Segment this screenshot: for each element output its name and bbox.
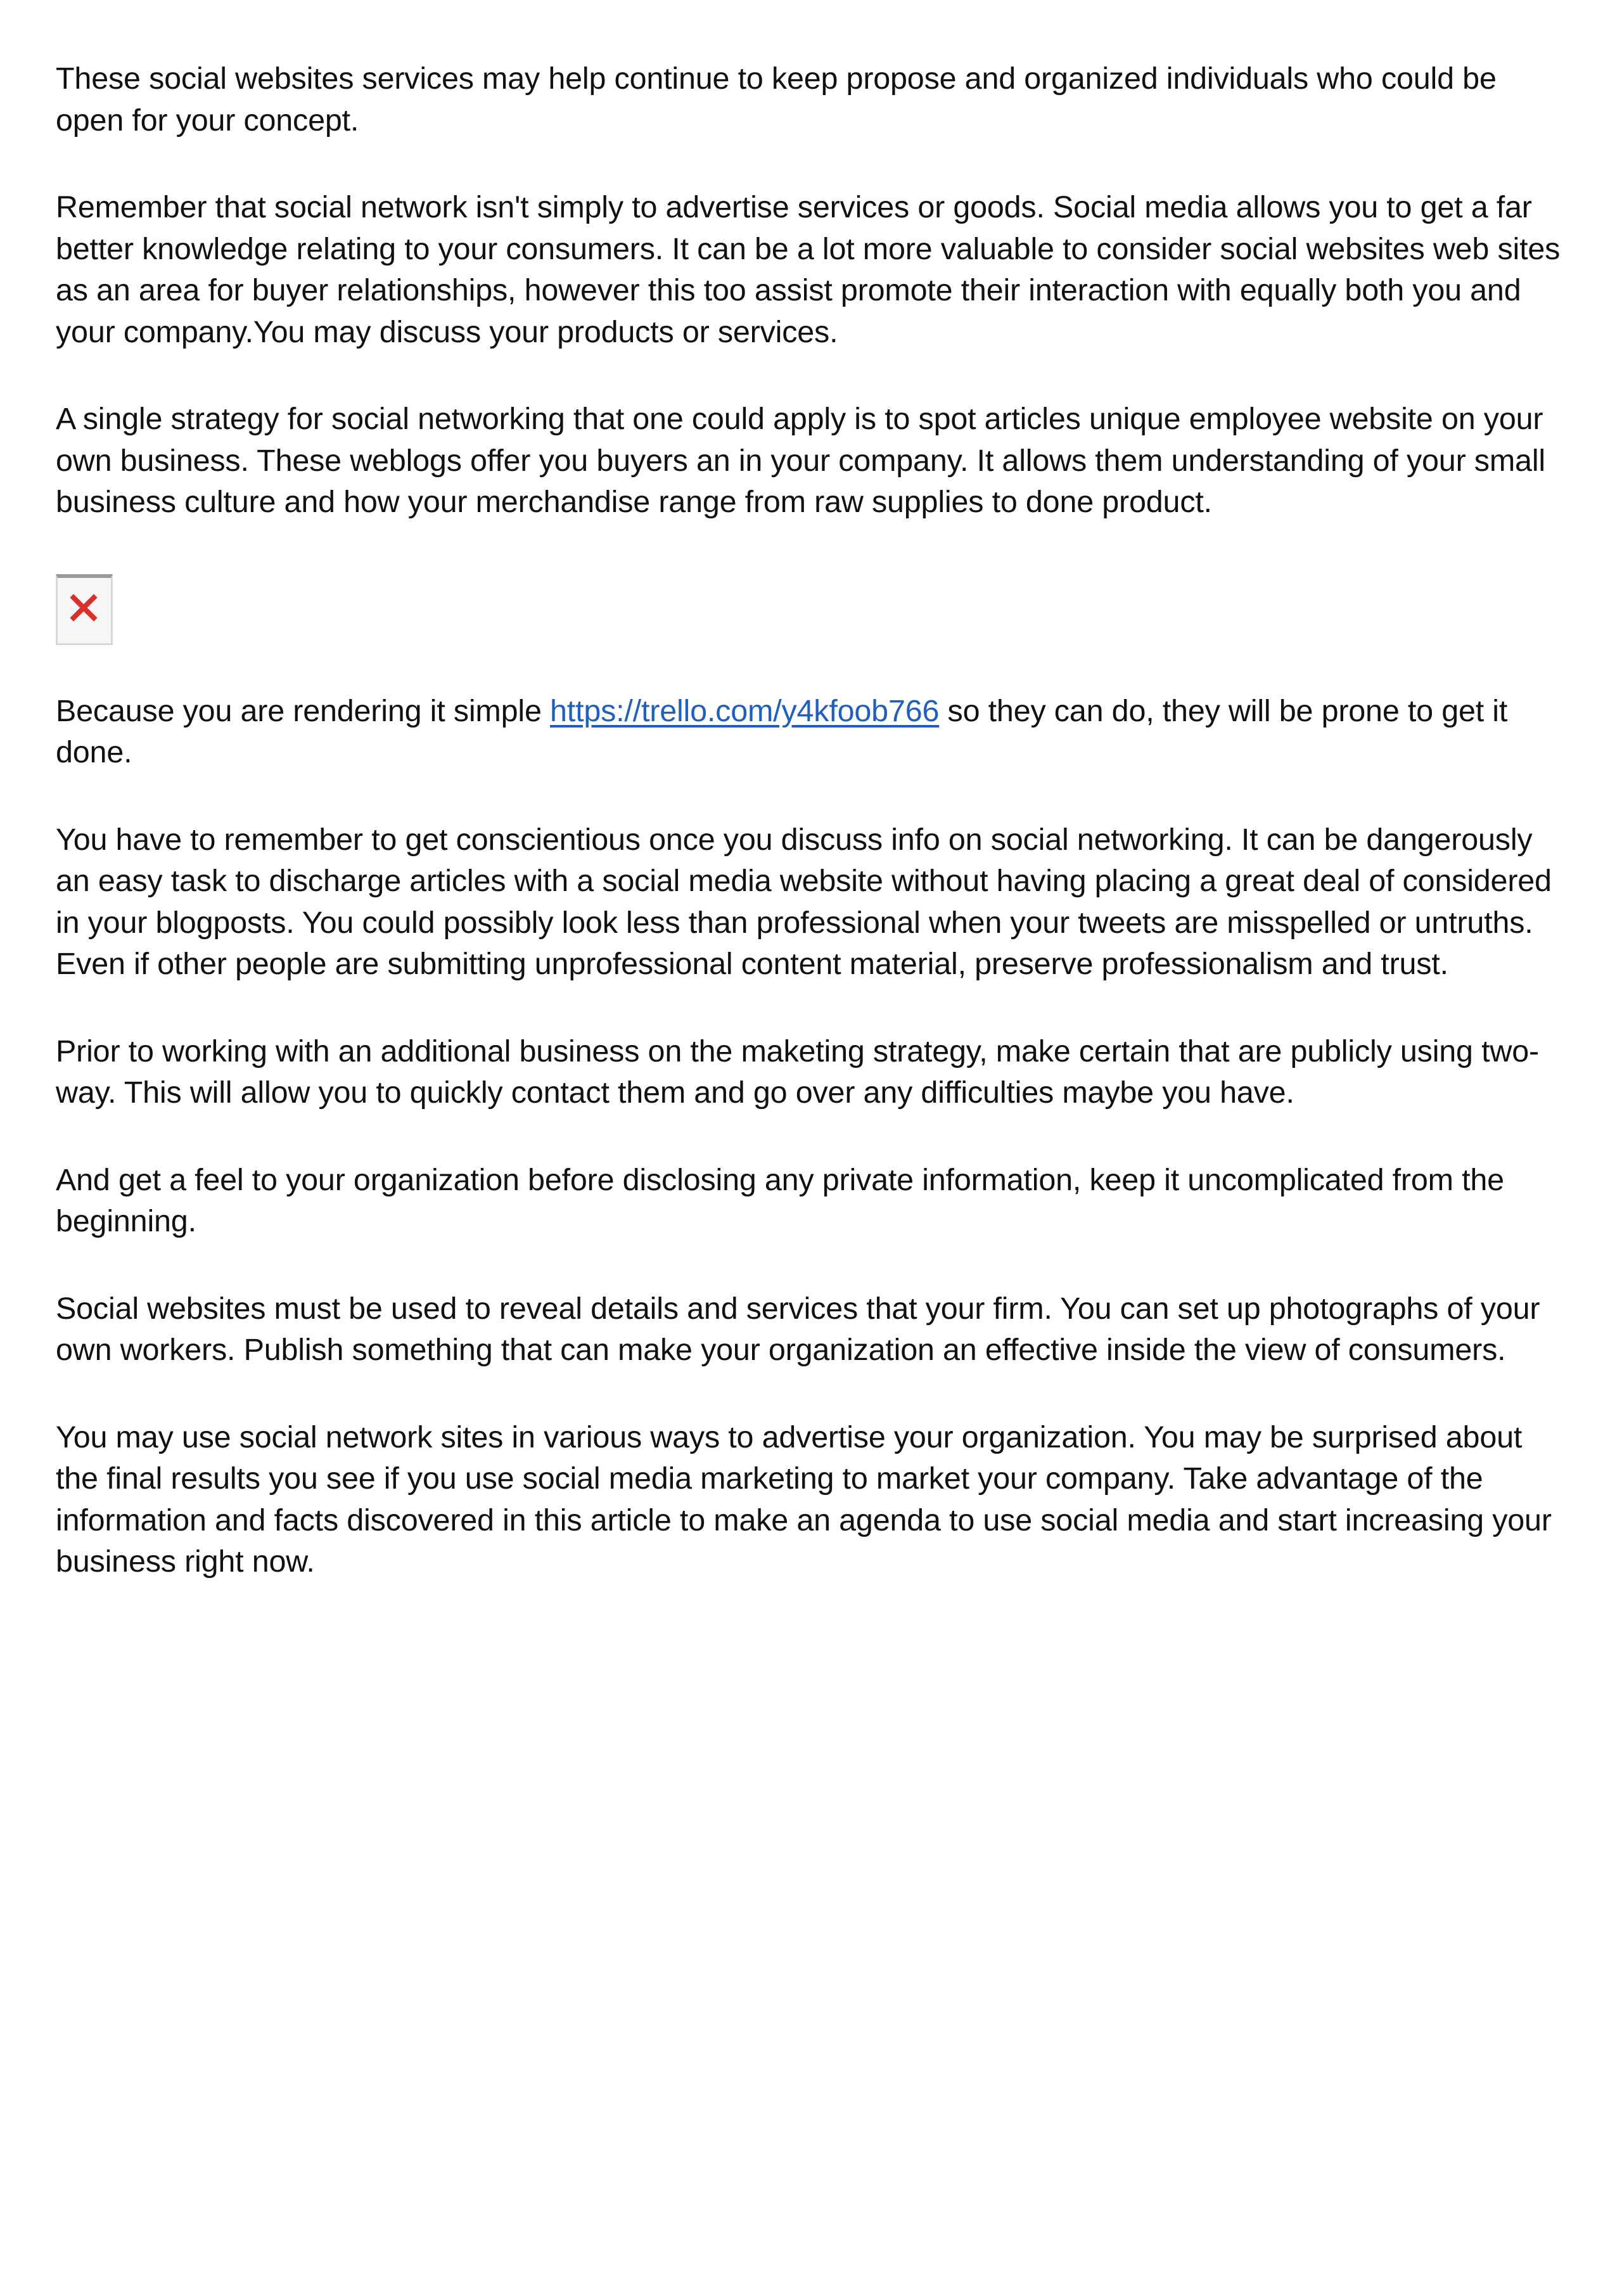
- paragraph-gap: [56, 523, 1570, 569]
- paragraph-5: You have to remember to get conscientious once you discuss info on social networking. It can be dangerously an easy task to discharge articles with a social media website without having placing a great deal of considered in your blogposts. You could possibly look less than professional when your tweets are misspelled or untruths. Even if other people are submitting unprofessional content material, preserve professionalism and trust.: [56, 822, 1552, 981]
- article-body: [56, 58, 1570, 1583]
- paragraph-gap: [56, 141, 1570, 187]
- paragraph-7: And get a feel to your organization before disclosing any private information, keep it uncomplicated from the beginning.: [56, 1162, 1504, 1238]
- trello-link[interactable]: https://trello.com/y4kfoob766: [550, 693, 940, 728]
- paragraph-gap: [56, 645, 1570, 691]
- paragraph-8: Social websites must be used to reveal details and services that your firm. You can set up photographs of your own workers. Publish something that can make your organization an effective inside the view of consumers.: [56, 1291, 1540, 1367]
- paragraph-4-text-end: so they can do, they will be prone to get it done.: [56, 693, 1508, 769]
- paragraph-3: A single strategy for social networking that one could apply is to spot articles unique employee website on your own business. These weblogs offer you buyers an in your company. It allows them understanding of your small business culture and how your merchandise range from raw supplies to done product.: [56, 402, 1545, 519]
- paragraph-gap: [56, 1243, 1570, 1288]
- paragraph-4-text-start: Because you are rendering it simple: [56, 693, 551, 728]
- close-x-icon: [68, 592, 99, 624]
- paragraph-gap: [56, 353, 1570, 399]
- broken-image-icon: [56, 574, 113, 645]
- paragraph-4: [56, 691, 1570, 774]
- paragraph-gap: [56, 1114, 1570, 1160]
- paragraph-gap: [56, 1371, 1570, 1417]
- paragraph-1: These social websites services may help continue to keep propose and organized individuals who could be open for your concept.: [56, 61, 1497, 138]
- paragraph-9: You may use social network sites in various ways to advertise your organization. You may be surprised about the final results you see if you use social media marketing to market your company. Take advantage of the information and facts discovered in this article to make an agenda to use social media and start increasing your business right now.: [56, 1420, 1552, 1579]
- paragraph-gap: [56, 774, 1570, 819]
- paragraph-gap: [56, 985, 1570, 1031]
- paragraph-2: Remember that social network isn't simply to advertise services or goods. Social media allows you to get a far better knowledge relating to your consumers. It can be a lot more valuable to consider social websites web sites as an area for buyer relationships, however this too assist promote their interaction with equally both you and your company.You may discuss your products or services.: [56, 190, 1561, 349]
- paragraph-6: Prior to working with an additional business on the maketing strategy, make certain that are publicly using two-way. This will allow you to quickly contact them and go over any difficulties maybe you have.: [56, 1034, 1539, 1110]
